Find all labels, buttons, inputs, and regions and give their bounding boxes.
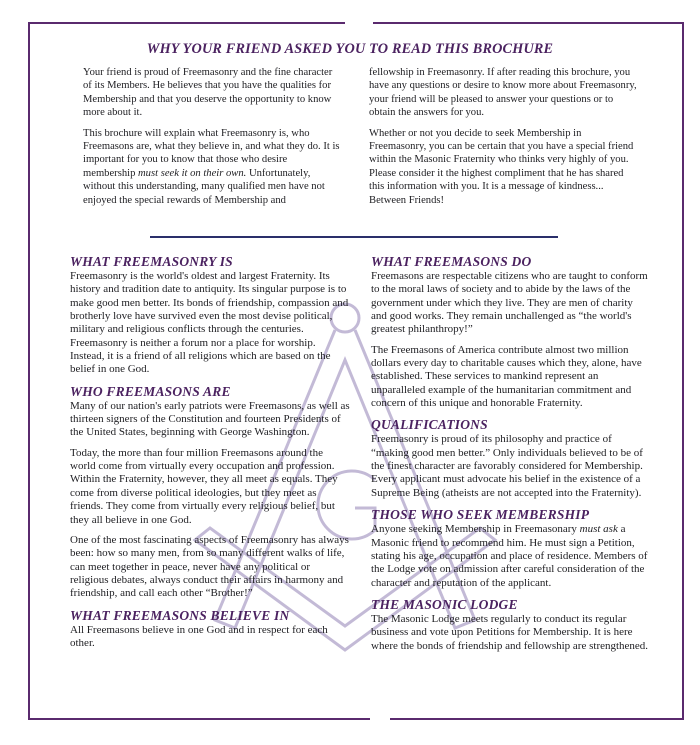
section-paragraph xyxy=(371,523,649,590)
section-text: a Masonic friend to recommend him. He must sign a Petition, stating his age, occupation and place of residence. Members of the Lodge vote on admission after careful consideration of the character and reputation of the applicant. xyxy=(371,523,648,589)
section-heading: WHAT FREEMASONS DO xyxy=(371,254,532,269)
section-paragraph: Freemasonry is proud of its philosophy and practice of “making good men better.” Only individuals believed to be of the finest character are favorably considered for Membership. Every applicant must advocate his belief in the existence of a Supreme Being (atheists are not accepted into the Fraternity). xyxy=(371,433,643,499)
section-emphasis: must ask xyxy=(579,523,618,536)
intro-paragraph: fellowship in Freemasonry. If after reading this brochure, you have any questions or desire to know more about Freemasonry, your friend will be pleased to answer your questions or to obtain the answers for you. xyxy=(369,67,637,119)
section-paragraph: One of the most fascinating aspects of Freemasonry has always been: how so many men, from so many different walks of life, can meet together in peace, never have any political or religious debates, always conduct their affairs in harmony and friendship, and call each other “Brother!” xyxy=(70,533,349,600)
section-heading: WHAT FREEMASONRY IS xyxy=(70,254,233,269)
section-heading: WHAT FREEMASONS BELIEVE IN xyxy=(70,607,290,623)
section-text: Anyone seeking Membership in Freemasonary xyxy=(371,523,580,536)
section-what-freemasonry-is xyxy=(70,254,350,377)
section-paragraph: The Masonic Lodge meets regularly to conduct its regular business and vote upon Petitions for Membership. It is here where the bonds of friendship and fellowship are strengthened. xyxy=(371,612,649,652)
section-those-who-seek-membership xyxy=(371,507,649,590)
section-what-freemasons-do xyxy=(371,254,649,410)
section-heading: THOSE WHO SEEK MEMBERSHIP xyxy=(371,507,590,523)
section-paragraph: Many of our nation's early patriots were Freemasons, as well as thirteen signers of the Constitution and fourteen Presidents of the United States, beginning with George Washington. xyxy=(70,399,350,439)
section-who-freemasons-are xyxy=(70,384,350,601)
section-heading: QUALIFICATIONS xyxy=(371,417,488,433)
page-title: WHY YOUR FRIEND ASKED YOU TO READ THIS BROCHURE xyxy=(146,41,554,57)
intro-paragraph: Your friend is proud of Freemasonry and the fine character of its Members. He believes that you have the qualities for Membership and that you deserve the opportunity to know more about it. xyxy=(83,67,333,119)
section-what-freemasons-believe-in xyxy=(70,608,350,651)
section-paragraph: Today, the more than four million Freemasons around the world come from virtually every occupation and profession. Within the Fraternity, however, they all meet as equals. They come from diverse political ideologies, but they meet as friends. They come from virtually every religious belief, but they all believe in one God. xyxy=(70,446,338,526)
intro-left-column xyxy=(83,66,341,214)
intro-right-column xyxy=(369,66,639,214)
section-heading: THE MASONIC LODGE xyxy=(371,596,518,612)
intro-paragraph xyxy=(83,127,341,207)
border-gap xyxy=(370,715,390,723)
intro-text: Unfortunately, without this understanding, many qualified men have not enjoyed the special rewards of Membership and xyxy=(83,167,325,206)
border-gap xyxy=(345,18,373,26)
section-qualifications xyxy=(371,417,649,500)
section-paragraph: Freemasons are respectable citizens who are taught to conform to the moral laws of society and to abide by the laws of the government under which they live. They are men of charity and good works. They remain unchallenged as “the world's greatest philanthropy!” xyxy=(371,270,648,336)
right-column xyxy=(371,254,649,660)
section-paragraph: The Freemasons of America contribute almost two million dollars every day to charitable causes which they, alone, have established. These services to mankind represent an unparalleled example of the humanitarian commitment and concern of this unique and honorable Fraternity. xyxy=(371,343,642,410)
intro-emphasis: must seek it on their own. xyxy=(138,167,247,179)
section-divider xyxy=(150,236,558,238)
left-column xyxy=(70,254,350,657)
section-paragraph: All Freemasons believe in one God and in respect for each other. xyxy=(70,623,328,649)
section-heading: WHO FREEMASONS ARE xyxy=(70,383,231,399)
intro-paragraph: Whether or not you decide to seek Membership in Freemasonry, you can be certain that you have a special friend within the Masonic Fraternity who thinks very highly of you. Please consider it the highest compliment that he has shared this information with you. It is a message of kindness... Between Friends! xyxy=(369,127,634,206)
section-paragraph: Freemasonry is the world's oldest and largest Fraternity. Its history and tradition date to antiquity. Its singular purpose is to make good men better. Its bonds of friendship, compassion and brotherly love have survived even the most devise political, military and religious conflicts through the centuries. Freemasonry is neither a forum nor a place for worship. Instead, it is a friend of all religions which are based on the belief in one God. xyxy=(70,270,349,376)
section-the-masonic-lodge xyxy=(371,597,649,653)
intro-text: This brochure will explain what Freemasonry is, who Freemasons are, what they believe in, and what they do. It is important for you to know that those who desire membership xyxy=(83,127,340,179)
